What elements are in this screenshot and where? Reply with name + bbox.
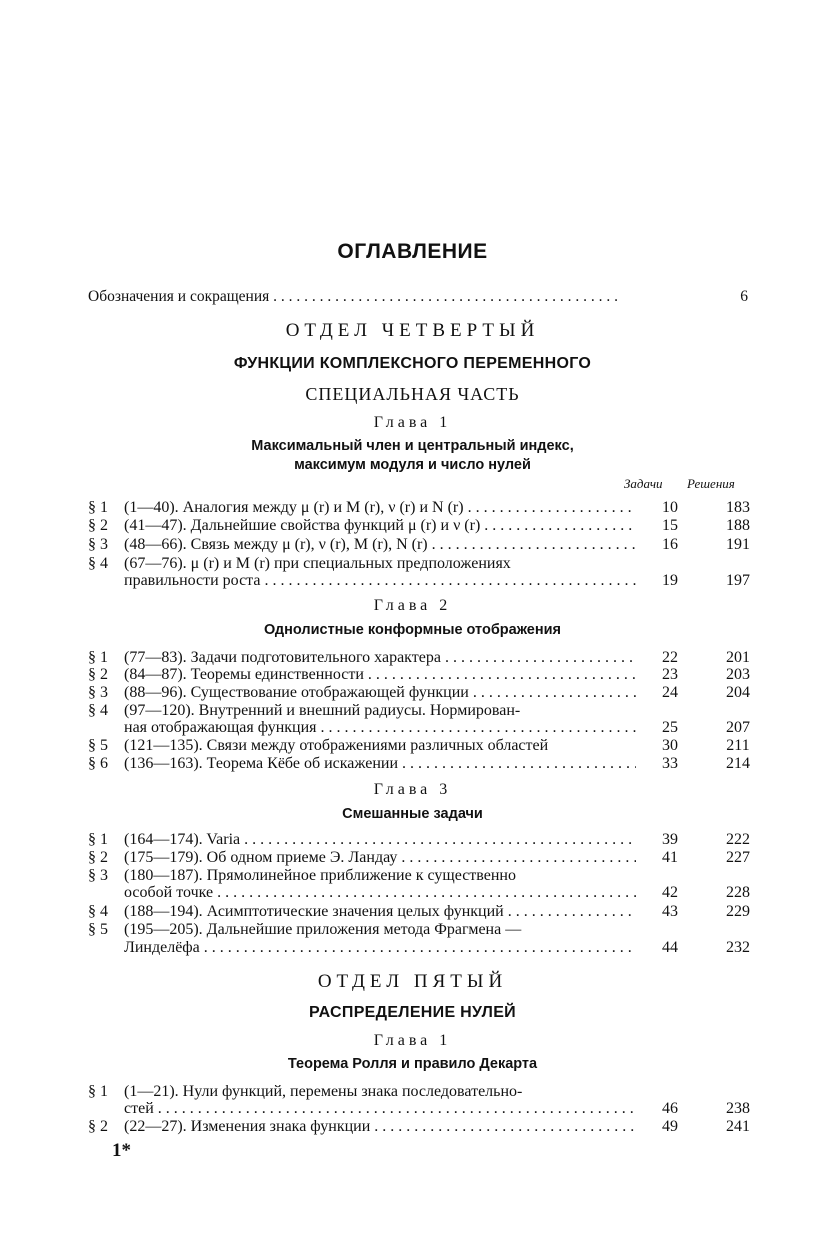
solutions-page: 204 bbox=[726, 684, 750, 701]
solutions-page: 203 bbox=[726, 666, 750, 683]
tasks-page: 46 bbox=[662, 1100, 678, 1117]
solutions-page: 188 bbox=[726, 517, 750, 534]
toc-entry-text: (164—174). Varia . . . bbox=[124, 830, 636, 849]
solutions-page: 222 bbox=[726, 831, 750, 848]
toc-entry bbox=[88, 665, 753, 684]
solutions-page: 228 bbox=[726, 884, 750, 901]
toc-entry bbox=[88, 683, 753, 702]
solutions-page: 241 bbox=[726, 1118, 750, 1135]
toc-entry bbox=[88, 920, 753, 939]
solutions-page: 197 bbox=[726, 572, 750, 589]
solutions-page: 238 bbox=[726, 1100, 750, 1117]
toc-entry bbox=[88, 754, 753, 773]
chapter-title: Однолистные конформные отображения bbox=[264, 622, 561, 638]
section-number: § 1 bbox=[88, 649, 108, 666]
toc-entry bbox=[88, 736, 753, 755]
toc-entry bbox=[88, 830, 753, 849]
part-title: ОТДЕЛ ЧЕТВЕРТЫЙ bbox=[285, 320, 540, 341]
tasks-page: 15 bbox=[662, 517, 678, 534]
part-special-heading: СПЕЦИАЛЬНАЯ ЧАСТЬ bbox=[305, 384, 520, 404]
solutions-page: 183 bbox=[726, 499, 750, 516]
toc-entry-text: (22—27). Изменения знака функции . . . bbox=[124, 1117, 636, 1136]
toc-entry-text: Обозначения и сокращения . . . bbox=[88, 286, 618, 308]
section-number: § 2 bbox=[88, 666, 108, 683]
chapter-title-cont: максимум модуля и число нулей bbox=[294, 457, 531, 473]
chapter-label: Глава 1 bbox=[373, 414, 452, 431]
toc-entry-text: (175—179). Об одном приеме Э. Ландау . . . bbox=[124, 848, 636, 867]
toc-entry-text-cont: ная отображающая функция . . . bbox=[124, 718, 636, 737]
toc-entry-text: (84—87). Теоремы единственности . . . bbox=[124, 665, 636, 684]
toc-entry-cont bbox=[88, 938, 753, 957]
column-header-solutions: Решения bbox=[687, 476, 735, 491]
section-number: § 2 bbox=[88, 1118, 108, 1135]
toc-entry-text-cont: особой точке . . . bbox=[124, 883, 636, 902]
section-number: § 3 bbox=[88, 536, 108, 553]
toc-entry-text: (41—47). Дальнейшие свойства функций μ (r) и ν (r) . . . bbox=[124, 516, 636, 535]
toc-entry-text: (88—96). Существование отображающей функции . . . bbox=[124, 683, 636, 702]
toc-entry-text: (67—76). μ (r) и M (r) при специальных предположениях bbox=[124, 555, 511, 572]
tasks-page: 19 bbox=[662, 572, 678, 589]
chapter-label: Глава 2 bbox=[373, 597, 452, 614]
toc-entry-cont bbox=[88, 1099, 753, 1118]
toc-entry bbox=[88, 848, 753, 867]
section-number: § 1 bbox=[88, 831, 108, 848]
section-number: § 4 bbox=[88, 903, 108, 920]
toc-entry-notation bbox=[88, 286, 753, 308]
section-number: § 1 bbox=[88, 499, 108, 516]
section-number: § 6 bbox=[88, 755, 108, 772]
tasks-page: 10 bbox=[662, 499, 678, 516]
chapter-title: Максимальный член и центральный индекс, bbox=[251, 438, 574, 454]
toc-entry-text: (48—66). Связь между μ (r), ν (r), M (r), N (r) . . . bbox=[124, 535, 636, 554]
section-number: § 5 bbox=[88, 921, 108, 938]
toc-entry-text: (188—194). Асимптотические значения целых функций . . . bbox=[124, 902, 636, 921]
solutions-page: 214 bbox=[726, 755, 750, 772]
tasks-page: 42 bbox=[662, 884, 678, 901]
toc-entry-text: (97—120). Внутренний и внешний радиусы. Нормирован- bbox=[124, 702, 521, 719]
toc-entry-text: (1—40). Аналогия между μ (r) и M (r), ν (r) и N (r) . . . bbox=[124, 498, 636, 517]
part-subject: РАСПРЕДЕЛЕНИЕ НУЛЕЙ bbox=[309, 1004, 516, 1021]
tasks-page: 49 bbox=[662, 1118, 678, 1135]
toc-entry bbox=[88, 498, 753, 517]
toc-entry-text: (77—83). Задачи подготовительного характера . . . bbox=[124, 648, 636, 667]
tasks-page: 33 bbox=[662, 755, 678, 772]
solutions-page: 191 bbox=[726, 536, 750, 553]
solutions-page: 211 bbox=[726, 737, 750, 754]
section-number: § 3 bbox=[88, 867, 108, 884]
chapter-title: Смешанные задачи bbox=[342, 806, 483, 822]
section-number: § 1 bbox=[88, 1083, 108, 1100]
tasks-page: 39 bbox=[662, 831, 678, 848]
toc-entry-cont bbox=[88, 883, 753, 902]
section-number: § 2 bbox=[88, 517, 108, 534]
tasks-page: 16 bbox=[662, 536, 678, 553]
tasks-page: 44 bbox=[662, 939, 678, 956]
toc-entry bbox=[88, 535, 753, 554]
section-number: § 4 bbox=[88, 702, 108, 719]
toc-entry-cont bbox=[88, 571, 753, 590]
signature-mark: 1* bbox=[112, 1140, 131, 1161]
section-number: § 5 bbox=[88, 737, 108, 754]
toc-entry-text: (136—163). Теорема Кёбе об искажении . . . bbox=[124, 754, 636, 773]
toc-entry-text-cont: Линделёфа . . . bbox=[124, 938, 636, 957]
toc-entry-page: 6 bbox=[740, 288, 748, 305]
section-number: § 2 bbox=[88, 849, 108, 866]
solutions-page: 227 bbox=[726, 849, 750, 866]
tasks-page: 43 bbox=[662, 903, 678, 920]
toc-entry-text: (195—205). Дальнейшие приложения метода Фрагмена — bbox=[124, 921, 522, 938]
part-subject: ФУНКЦИИ КОМПЛЕКСНОГО ПЕРЕМЕННОГО bbox=[233, 355, 592, 372]
toc-entry-text-cont: стей . . . bbox=[124, 1099, 636, 1118]
tasks-page: 23 bbox=[662, 666, 678, 683]
toc-entry bbox=[88, 516, 753, 535]
tasks-page: 41 bbox=[662, 849, 678, 866]
tasks-page: 24 bbox=[662, 684, 678, 701]
solutions-page: 201 bbox=[726, 649, 750, 666]
chapter-label: Глава 3 bbox=[373, 781, 452, 798]
page-title: ОГЛАВЛЕНИЕ bbox=[337, 240, 488, 263]
toc-entry-text: (121—135). Связи между отображениями различных областей bbox=[124, 737, 549, 754]
toc-entry bbox=[88, 902, 753, 921]
tasks-page: 25 bbox=[662, 719, 678, 736]
toc-entry-text-cont: правильности роста . . . bbox=[124, 571, 636, 590]
toc-entry-text: (1—21). Нули функций, перемены знака последовательно- bbox=[124, 1083, 523, 1100]
toc-entry-cont bbox=[88, 718, 753, 737]
toc-entry-text: (180—187). Прямолинейное приближение к существенно bbox=[124, 867, 516, 884]
solutions-page: 207 bbox=[726, 719, 750, 736]
tasks-page: 30 bbox=[662, 737, 678, 754]
tasks-page: 22 bbox=[662, 649, 678, 666]
chapter-title: Теорема Ролля и правило Декарта bbox=[287, 1056, 538, 1072]
chapter-label: Глава 1 bbox=[373, 1032, 452, 1049]
toc-entry bbox=[88, 1117, 753, 1136]
section-number: § 4 bbox=[88, 555, 108, 572]
solutions-page: 229 bbox=[726, 903, 750, 920]
column-header-tasks: Задачи bbox=[624, 476, 663, 491]
solutions-page: 232 bbox=[726, 939, 750, 956]
part-title: ОТДЕЛ ПЯТЫЙ bbox=[317, 971, 508, 992]
section-number: § 3 bbox=[88, 684, 108, 701]
